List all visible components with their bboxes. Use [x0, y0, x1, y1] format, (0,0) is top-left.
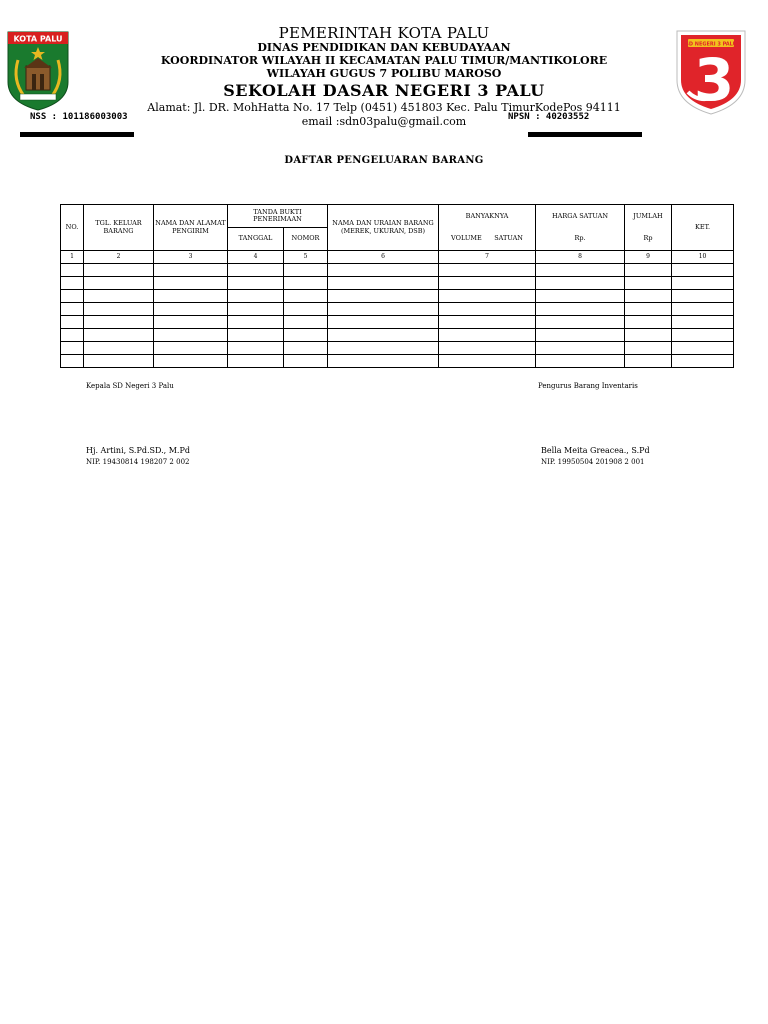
column-number: 7 [439, 251, 536, 264]
table-cell [228, 290, 284, 303]
right-signer-name: Bella Meita Greacea., S.Pd [541, 446, 650, 455]
header-volume-satuan [439, 228, 536, 251]
document-title: DAFTAR PENGELUARAN BARANG [284, 155, 484, 166]
table-cell [328, 316, 439, 329]
table-cell [536, 329, 625, 342]
table-cell [625, 303, 672, 316]
table-cell [84, 290, 154, 303]
table-cell [536, 355, 625, 368]
table-cell [439, 277, 536, 290]
header-tanggal: TANGGAL [228, 228, 284, 251]
table-row [61, 329, 734, 342]
table-row [61, 355, 734, 368]
table-cell [672, 303, 734, 316]
table-row [61, 264, 734, 277]
header-nomor: NOMOR [284, 228, 328, 251]
letterhead-rule-left [20, 132, 134, 137]
table-cell [84, 329, 154, 342]
table-cell [228, 264, 284, 277]
letterhead-rule-right [528, 132, 642, 137]
goods-issue-table [60, 204, 734, 368]
table-cell [284, 264, 328, 277]
table-cell [84, 264, 154, 277]
table-cell [439, 355, 536, 368]
table-cell [84, 316, 154, 329]
table-cell [284, 355, 328, 368]
table-cell [61, 355, 84, 368]
table-cell [536, 277, 625, 290]
table-cell [536, 303, 625, 316]
table-cell [672, 316, 734, 329]
header-tanda-bukti: TANDA BUKTI PENERIMAAN [228, 205, 328, 228]
header-no: NO. [61, 205, 84, 251]
column-number: 9 [625, 251, 672, 264]
table-cell [328, 342, 439, 355]
header-banyaknya: BANYAKNYA [439, 205, 536, 228]
school-email: email :sdn03palu@gmail.com [301, 115, 467, 128]
table-cell [328, 277, 439, 290]
table-cell [328, 355, 439, 368]
table-cell [228, 277, 284, 290]
table-cell [284, 342, 328, 355]
table-cell [672, 264, 734, 277]
table-cell [154, 303, 228, 316]
table-cell [625, 264, 672, 277]
table-cell [228, 303, 284, 316]
office-name: DINAS PENDIDIKAN DAN KEBUDAYAAN [257, 41, 511, 54]
table-cell [536, 264, 625, 277]
table-cell [154, 355, 228, 368]
header-tgl-keluar: TGL. KELUAR BARANG [84, 205, 154, 251]
table-cell [154, 329, 228, 342]
table-cell [284, 277, 328, 290]
cluster-name: WILAYAH GUGUS 7 POLIBU MAROSO [266, 67, 502, 80]
table-cell [84, 303, 154, 316]
table-cell [328, 290, 439, 303]
logo-right-text: SD NEGERI 3 PALU [685, 41, 737, 48]
left-signer-name: Hj. Artini, S.Pd.SD., M.Pd [86, 446, 190, 455]
table-cell [536, 316, 625, 329]
table-cell [284, 329, 328, 342]
table-cell [61, 290, 84, 303]
table-cell [61, 342, 84, 355]
table-cell [228, 316, 284, 329]
table-cell [672, 342, 734, 355]
table-cell [284, 290, 328, 303]
table-cell [439, 303, 536, 316]
header-satuan: SATUAN [494, 234, 523, 243]
table-cell [439, 342, 536, 355]
column-number: 5 [284, 251, 328, 264]
table-cell [84, 355, 154, 368]
table-cell [625, 342, 672, 355]
table-cell [672, 329, 734, 342]
table-cell [284, 303, 328, 316]
table-cell [672, 277, 734, 290]
table-cell [625, 277, 672, 290]
column-number-row [61, 251, 734, 264]
header-nama-uraian: NAMA DAN URAIAN BARANG (MEREK, UKURAN, DSB) [328, 205, 439, 251]
coordinator-name: KOORDINATOR WILAYAH II KECAMATAN PALU TIMUR/MANTIKOLORE [160, 54, 608, 67]
table-cell [439, 316, 536, 329]
logo-right-numeral: 3 [693, 46, 735, 114]
table-row [61, 342, 734, 355]
table-cell [61, 277, 84, 290]
table-cell [84, 342, 154, 355]
school-address: Alamat: Jl. DR. MohHatta No. 17 Telp (0451) 451803 Kec. Palu TimurKodePos 94111 [147, 101, 621, 114]
table-cell [439, 264, 536, 277]
table-cell [228, 342, 284, 355]
npsn-number: NPSN : 40203552 [508, 112, 590, 122]
government-name: PEMERINTAH KOTA PALU [278, 24, 490, 42]
table-cell [625, 316, 672, 329]
header-harga-satuan: HARGA SATUAN [536, 205, 625, 228]
table-cell [536, 342, 625, 355]
table-cell [228, 329, 284, 342]
table-cell [61, 303, 84, 316]
table-cell [328, 329, 439, 342]
column-number: 2 [84, 251, 154, 264]
nss-number: NSS : 101186003003 [30, 112, 128, 122]
table-row [61, 277, 734, 290]
table-cell [154, 277, 228, 290]
table-row [61, 316, 734, 329]
right-signer-nip: NIP. 19950504 201908 2 001 [541, 458, 645, 466]
header-jumlah-unit: Rp [625, 228, 672, 251]
table-cell [625, 290, 672, 303]
school-name: SEKOLAH DASAR NEGERI 3 PALU [223, 81, 545, 100]
table-cell [672, 290, 734, 303]
table-cell [672, 355, 734, 368]
table-cell [154, 342, 228, 355]
header-jumlah: JUMLAH [625, 205, 672, 228]
left-signer-role: Kepala SD Negeri 3 Palu [86, 382, 174, 390]
table-cell [439, 290, 536, 303]
column-number: 8 [536, 251, 625, 264]
column-number: 3 [154, 251, 228, 264]
logo-left-text: KOTA PALU [13, 34, 63, 44]
table-cell [61, 316, 84, 329]
column-number: 4 [228, 251, 284, 264]
table-cell [625, 329, 672, 342]
column-number: 10 [672, 251, 734, 264]
table-cell [154, 264, 228, 277]
right-signer-role: Pengurus Barang Inventaris [538, 382, 638, 390]
header-volume: VOLUME [451, 234, 482, 243]
table-cell [439, 329, 536, 342]
header-ket: KET. [672, 205, 734, 251]
table-cell [228, 355, 284, 368]
table-cell [154, 290, 228, 303]
table-cell [625, 355, 672, 368]
table-cell [328, 303, 439, 316]
header-nama-alamat: NAMA DAN ALAMAT PENGIRIM [154, 205, 228, 251]
table-cell [61, 329, 84, 342]
table-row [61, 290, 734, 303]
left-signer-nip: NIP. 19430814 198207 2 002 [86, 458, 190, 466]
table-cell [328, 264, 439, 277]
table-cell [536, 290, 625, 303]
table-cell [61, 264, 84, 277]
table-row [61, 303, 734, 316]
table-cell [284, 316, 328, 329]
header-harga-unit: Rp. [536, 228, 625, 251]
table-cell [154, 316, 228, 329]
table-cell [84, 277, 154, 290]
column-number: 6 [328, 251, 439, 264]
column-number: 1 [61, 251, 84, 264]
